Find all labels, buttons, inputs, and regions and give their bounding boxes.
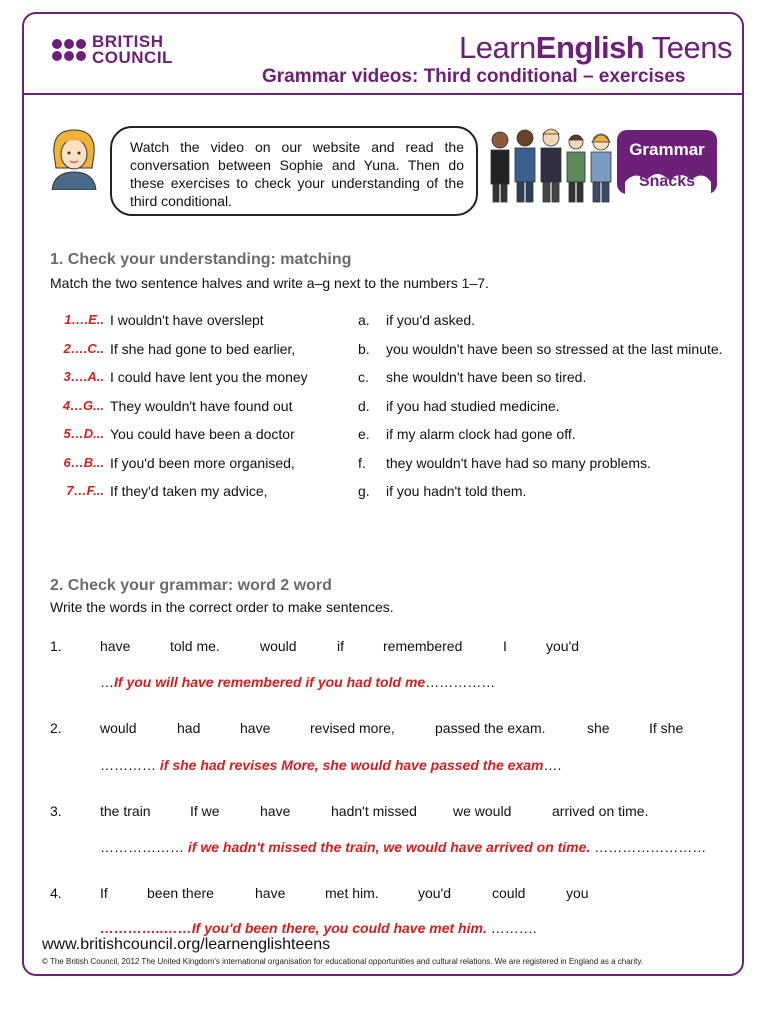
answer-line <box>100 839 706 855</box>
word-chip: she <box>587 720 610 736</box>
written-answer: if we hadn't missed the train, we would have arrived on time. <box>187 839 591 855</box>
speech-bubble <box>110 126 478 216</box>
option-letter: b. <box>358 341 370 357</box>
word-chip: would <box>100 720 137 736</box>
answer-suffix: ………. <box>486 920 537 936</box>
word-chip: we would <box>453 803 512 819</box>
written-answer: If you will have remembered if you had told me <box>114 674 426 690</box>
second-half: she wouldn't have been so tired. <box>386 369 587 385</box>
word-chip: would <box>260 638 297 654</box>
footer-legal-text: © The British Council, 2012 The United Kingdom's international organisation for educational opportunities and cultural relations. We are registered in England as a charity. <box>42 957 643 966</box>
answer-prefix: ………… <box>100 757 160 773</box>
first-half: If she had gone to bed earlier, <box>110 341 296 357</box>
first-half: You could have been a doctor <box>110 426 295 442</box>
item-number: 4. <box>50 885 62 901</box>
first-half: I could have lent you the money <box>110 369 308 385</box>
list-item <box>48 369 738 389</box>
word-chip: have <box>260 803 291 819</box>
word-chip: could <box>492 885 526 901</box>
word-chip: If we <box>190 803 220 819</box>
word-chip: I <box>503 638 507 654</box>
word-chip: passed the exam. <box>435 720 546 736</box>
answer-line <box>100 674 495 690</box>
second-half: if you'd asked. <box>386 312 476 328</box>
word-chip: have <box>100 638 131 654</box>
first-half: I wouldn't have overslept <box>110 312 264 328</box>
answer-line <box>100 757 561 773</box>
second-half: if my alarm clock had gone off. <box>386 426 576 442</box>
intro-text: Watch the video on our website and read the conversation between Sophie and Yuna. Then do these exercises to check your understanding of the third conditional. <box>130 139 464 209</box>
option-letter: g. <box>358 483 370 499</box>
answer-prefix: …………..…… <box>100 920 192 936</box>
written-answer: if she had revises More, she would have passed the exam <box>159 757 544 773</box>
answer-suffix: …………… <box>425 674 496 690</box>
option-letter: c. <box>358 369 369 385</box>
answer-label: 3….A.. <box>63 369 104 384</box>
second-half: you wouldn't have been so stressed at the last minute. <box>386 341 723 357</box>
word-chip: met him. <box>325 885 379 901</box>
word-chip: told me. <box>170 638 220 654</box>
answer-label: 2….C.. <box>63 341 104 356</box>
word-chip: If she <box>649 720 684 736</box>
word-chip: arrived on time. <box>552 803 649 819</box>
word-chip: you <box>566 885 589 901</box>
brand-teens: Teens <box>644 30 733 65</box>
answer-label: 5…D... <box>63 426 104 441</box>
second-half: if you had studied medicine. <box>386 398 560 414</box>
section-2-instruction: Write the words in the correct order to make sentences. <box>50 599 394 615</box>
list-item <box>48 455 738 475</box>
answer-prefix: ……………… <box>100 839 188 855</box>
second-half: if you hadn't told them. <box>386 483 527 499</box>
written-answer: If you'd been there, you could have met him. <box>191 920 487 936</box>
footer-url-link[interactable]: www.britishcouncil.org/learnenglishteens <box>42 936 331 953</box>
option-letter: e. <box>358 426 370 442</box>
word-chip: revised more, <box>310 720 395 736</box>
word-chip: you'd <box>418 885 452 901</box>
list-item <box>48 312 738 332</box>
first-half: They wouldn't have found out <box>110 398 293 414</box>
section-2-title: 2. Check your grammar: word 2 word <box>50 577 332 594</box>
word-chip: if <box>337 638 344 654</box>
option-letter: f. <box>358 455 366 471</box>
first-half: If you'd been more organised, <box>110 455 295 471</box>
section-1-instruction: Match the two sentence halves and write a–g next to the numbers 1–7. <box>50 275 489 291</box>
word-chip: you'd <box>546 638 580 654</box>
logo-line-1: BRITISH <box>92 32 164 51</box>
second-half: they wouldn't have had so many problems. <box>386 455 651 471</box>
sophie-avatar-icon <box>46 124 102 190</box>
learnenglish-teens-brand <box>459 30 732 66</box>
option-letter: a. <box>358 312 370 328</box>
word-chip: the train <box>100 803 151 819</box>
brand-english: English <box>535 30 645 65</box>
word-chip: been there <box>147 885 214 901</box>
word-chip: remembered <box>383 638 463 654</box>
answer-label: 1….E.. <box>64 312 104 327</box>
page-title: Grammar videos: Third conditional – exercises <box>262 66 686 87</box>
list-item <box>48 398 738 418</box>
first-half: If they'd taken my advice, <box>110 483 268 499</box>
item-number: 3. <box>50 803 62 819</box>
logo-line-2: COUNCIL <box>92 48 173 67</box>
answer-suffix: …. <box>543 757 562 773</box>
badge-line-1: Grammar <box>629 140 705 159</box>
list-item <box>48 341 738 361</box>
list-item <box>48 483 738 503</box>
word-chip: hadn't missed <box>331 803 417 819</box>
word-chip: have <box>240 720 271 736</box>
option-letter: d. <box>358 398 370 414</box>
section-1-title: 1. Check your understanding: matching <box>50 251 352 268</box>
brand-learn: Learn <box>459 30 536 65</box>
answer-prefix: … <box>100 674 114 690</box>
answer-line <box>100 920 537 936</box>
answer-label: 7…F... <box>66 483 104 498</box>
item-number: 1. <box>50 638 62 654</box>
british-council-logo <box>52 34 173 66</box>
word-chip: If <box>100 885 108 901</box>
list-item <box>48 426 738 446</box>
answer-label: 6…B... <box>63 455 104 470</box>
item-number: 2. <box>50 720 62 736</box>
answer-suffix: …………………… <box>590 839 707 855</box>
answer-label: 4…G... <box>62 398 104 413</box>
header-divider <box>22 93 744 95</box>
logo-dots-icon <box>52 39 86 61</box>
badge-line-2: Snacks <box>638 173 696 190</box>
word-chip: have <box>255 885 286 901</box>
word-chip: had <box>177 720 201 736</box>
grammar-snacks-characters-icon <box>485 120 725 210</box>
